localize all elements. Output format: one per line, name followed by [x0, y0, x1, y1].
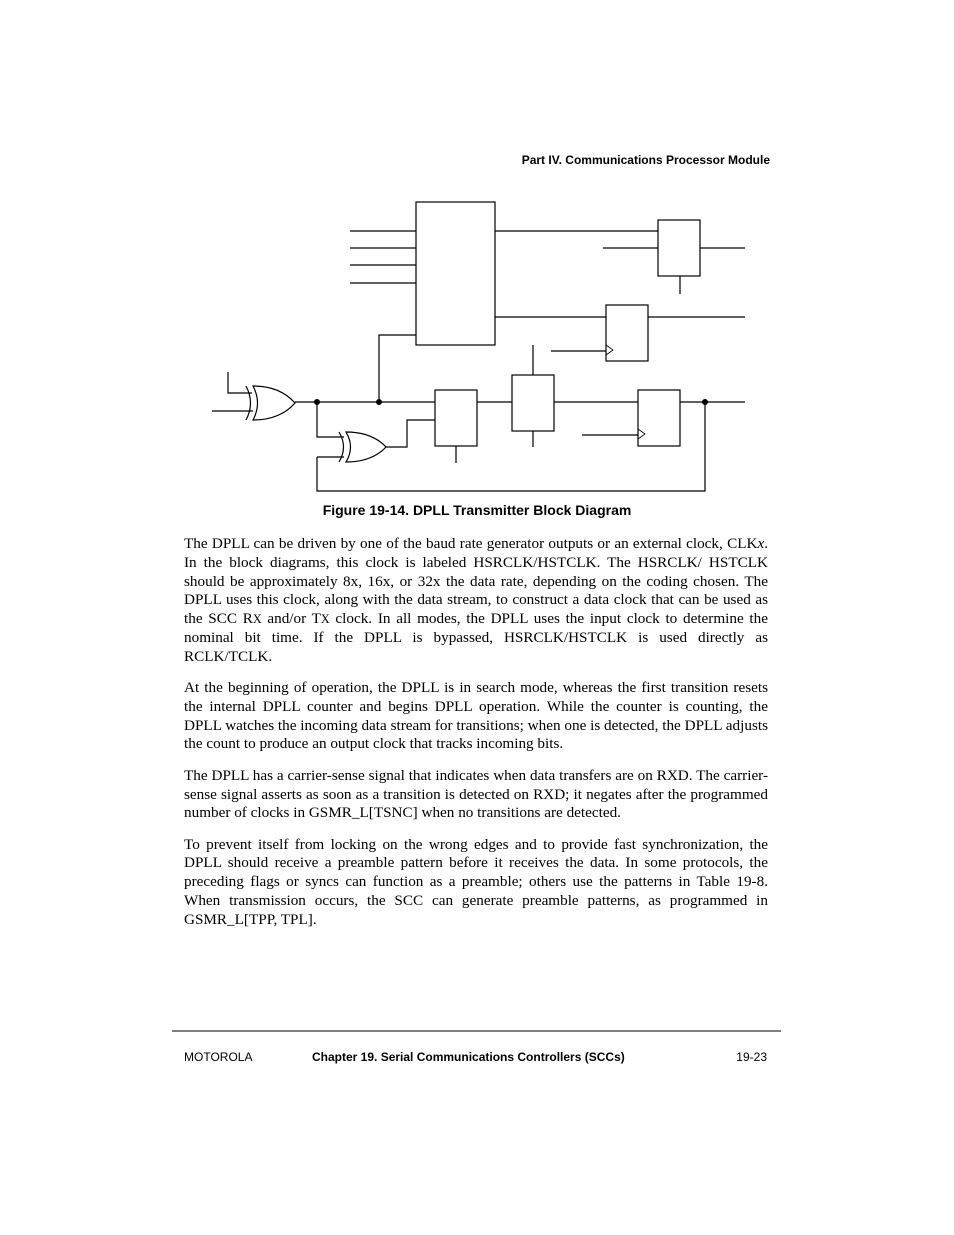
control-block — [416, 202, 495, 345]
running-header: Part IV. Communications Processor Module — [521, 153, 770, 167]
paragraph-3: The DPLL has a carrier-sense signal that indicates when data transfers are on RXD. The carrier-sense signal asserts as soon as a transition is detected on RXD; it negates after the programmed number of clocks in GSMR_L[TSNC] when no transitions are detected. — [184, 766, 768, 822]
xor-gate-input-back — [246, 386, 251, 420]
xor-gate-input — [253, 386, 295, 420]
footer-rule — [172, 1030, 781, 1032]
flip-flop-middle — [606, 305, 648, 361]
flip-flop-output — [638, 390, 680, 446]
clock-marker-output — [638, 429, 645, 439]
figure-caption: Figure 19-14. DPLL Transmitter Block Diagram — [322, 502, 632, 518]
wire-junction2-to-control — [379, 335, 416, 402]
paragraph-4: To prevent itself from locking on the wrong edges and to provide fast synchronization, the DPLL should receive a preamble pattern before it receives the data. In some protocols, the preceding flags or syncs can function as a preamble; others use the patterns in Table 19-8. When transmission occurs, the SCC can generate preamble patterns, as programmed in GSMR_L[TPP, TPL]. — [184, 835, 768, 928]
wire-junction1-to-xor2 — [317, 402, 344, 437]
block-b — [512, 375, 554, 431]
footer-publisher: MOTOROLA — [184, 1050, 253, 1064]
wire-xor2-output — [386, 420, 435, 447]
paragraph-2: At the beginning of operation, the DPLL is in search mode, whereas the first transition resets the internal DPLL counter and begins DPLL operation. While the counter is counting, the DPLL watches the incoming data stream for transitions; when one is detected, the DPLL adjusts the count to produce an output clock that tracks incoming bits. — [184, 679, 768, 753]
output-block-top — [658, 220, 700, 276]
footer-chapter-title: Chapter 19. Serial Communications Controllers (SCCs) — [312, 1050, 625, 1064]
xor-gate-edge — [346, 432, 386, 462]
dpll-transmitter-block-diagram — [205, 195, 755, 500]
body-text — [184, 535, 768, 942]
paragraph-1: The DPLL can be driven by one of the baud rate generator outputs or an external clock, CLKx. In the block diagrams, this clock is labeled HSRCLK/HSTCLK. The HSRCLK/ HSTCLK should be approximately 8x, 16x, or 32x the data rate, depending on the coding chosen. The DPLL uses this clock, along with the data stream, to construct a data clock that can be used as the SCC RX and/or TX clock. In all modes, the DPLL uses the input clock to determine the nominal bit time. If the DPLL is bypassed, HSRCLK/HSTCLK is used directly as RCLK/TCLK. — [184, 535, 768, 665]
footer-page-number: 19-23 — [736, 1050, 767, 1064]
clock-marker-middle — [606, 345, 613, 355]
block-a — [435, 390, 477, 446]
